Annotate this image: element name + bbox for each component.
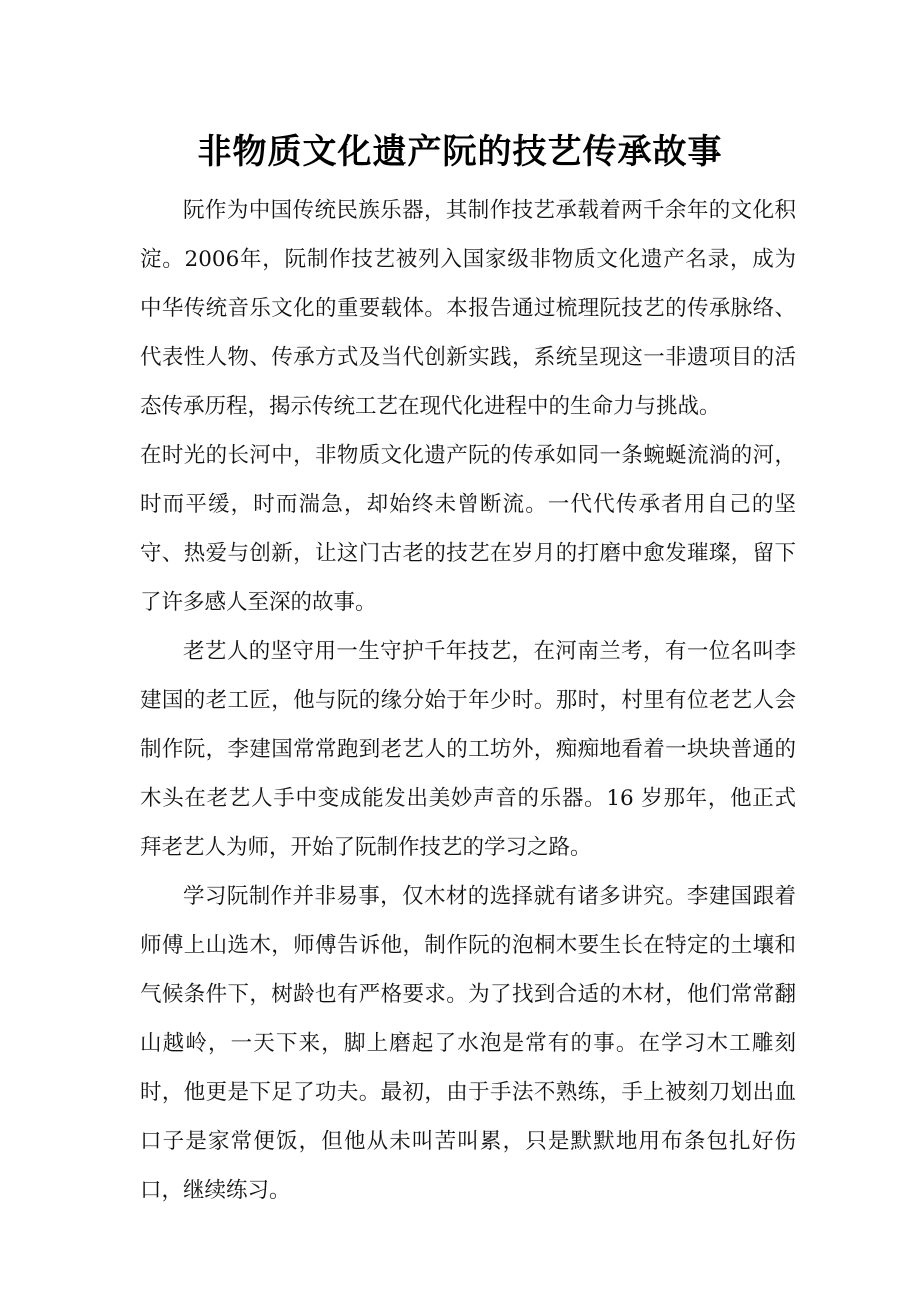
document-body: [140, 186, 796, 1215]
paragraph-intro: 阮作为中国传统民族乐器，其制作技艺承载着两千余年的文化积淀。2006年，阮制作技艺被列入国家级非物质文化遗产名录，成为中华传统音乐文化的重要载体。本报告通过梳理阮技艺的传承脉络、代表性人物、传承方式及当代创新实践，系统呈现这一非遗项目的活态传承历程，揭示传统工艺在现代化进程中的生命力与挑战。: [140, 198, 796, 419]
paragraph-old-artisan: 老艺人的坚守用一生守护千年技艺，在河南兰考，有一位名叫李建国的老工匠，他与阮的缘分始于年少时。那时，村里有位老艺人会制作阮，李建国常常跑到老艺人的工坊外，痴痴地看着一块块普通的木头在老艺人手中变成能发出美妙声音的乐器。16 岁那年，他正式拜老艺人为师，开始了阮制作技艺的学习之路。: [140, 639, 796, 860]
paragraph-river: 在时光的长河中，非物质文化遗产阮的传承如同一条蜿蜒流淌的河，时而平缓，时而湍急，却始终未曾断流。一代代传承者用自己的坚守、热爱与创新，让这门古老的技艺在岁月的打磨中愈发璀璨，留下了许多感人至深的故事。: [140, 443, 796, 615]
paragraph-learning: 学习阮制作并非易事，仅木材的选择就有诸多讲究。李建国跟着师傅上山选木，师傅告诉他，制作阮的泡桐木要生长在特定的土壤和气候条件下，树龄也有严格要求。为了找到合适的木材，他们常常翻山越岭，一天下来，脚上磨起了水泡是常有的事。在学习木工雕刻时，他更是下足了功夫。最初，由于手法不熟练，手上被刻刀划出血口子是家常便饭，但他从未叫苦叫累，只是默默地用布条包扎好伤口，继续练习。: [140, 884, 796, 1203]
document-title: 非物质文化遗产阮的技艺传承故事: [197, 132, 723, 172]
